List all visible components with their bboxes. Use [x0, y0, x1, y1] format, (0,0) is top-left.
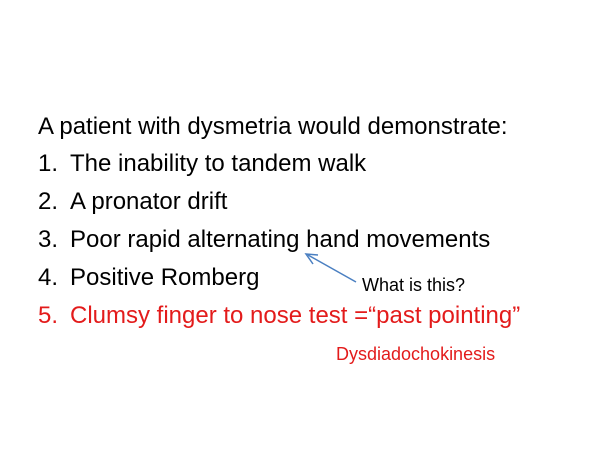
answer-option-2: [38, 188, 227, 216]
option-number: 2.: [38, 188, 59, 215]
option-number: 5.: [38, 302, 59, 329]
option-number: 3.: [38, 226, 59, 253]
option-number: 1.: [38, 150, 59, 177]
option-number: 4.: [38, 264, 59, 291]
answer-option-4: [38, 264, 259, 292]
annotation-text: What is this?: [362, 275, 466, 295]
arrow-line: [308, 255, 356, 282]
answer-option-1: [38, 150, 366, 178]
option-text: Positive Romberg: [70, 264, 260, 291]
option-text: The inability to tandem walk: [70, 150, 367, 177]
option-text: Clumsy finger to nose test =“past pointing”: [70, 302, 521, 329]
option-text: Poor rapid alternating hand movements: [70, 226, 491, 253]
answer-option-5-correct: [38, 302, 520, 330]
question-text: A patient with dysmetria would demonstrate:: [38, 113, 508, 140]
option-text: A pronator drift: [70, 188, 228, 215]
arrow-head-icon: [306, 254, 318, 264]
answer-note: Dysdiadochokinesis: [336, 344, 496, 364]
answer-option-3: [38, 226, 490, 254]
